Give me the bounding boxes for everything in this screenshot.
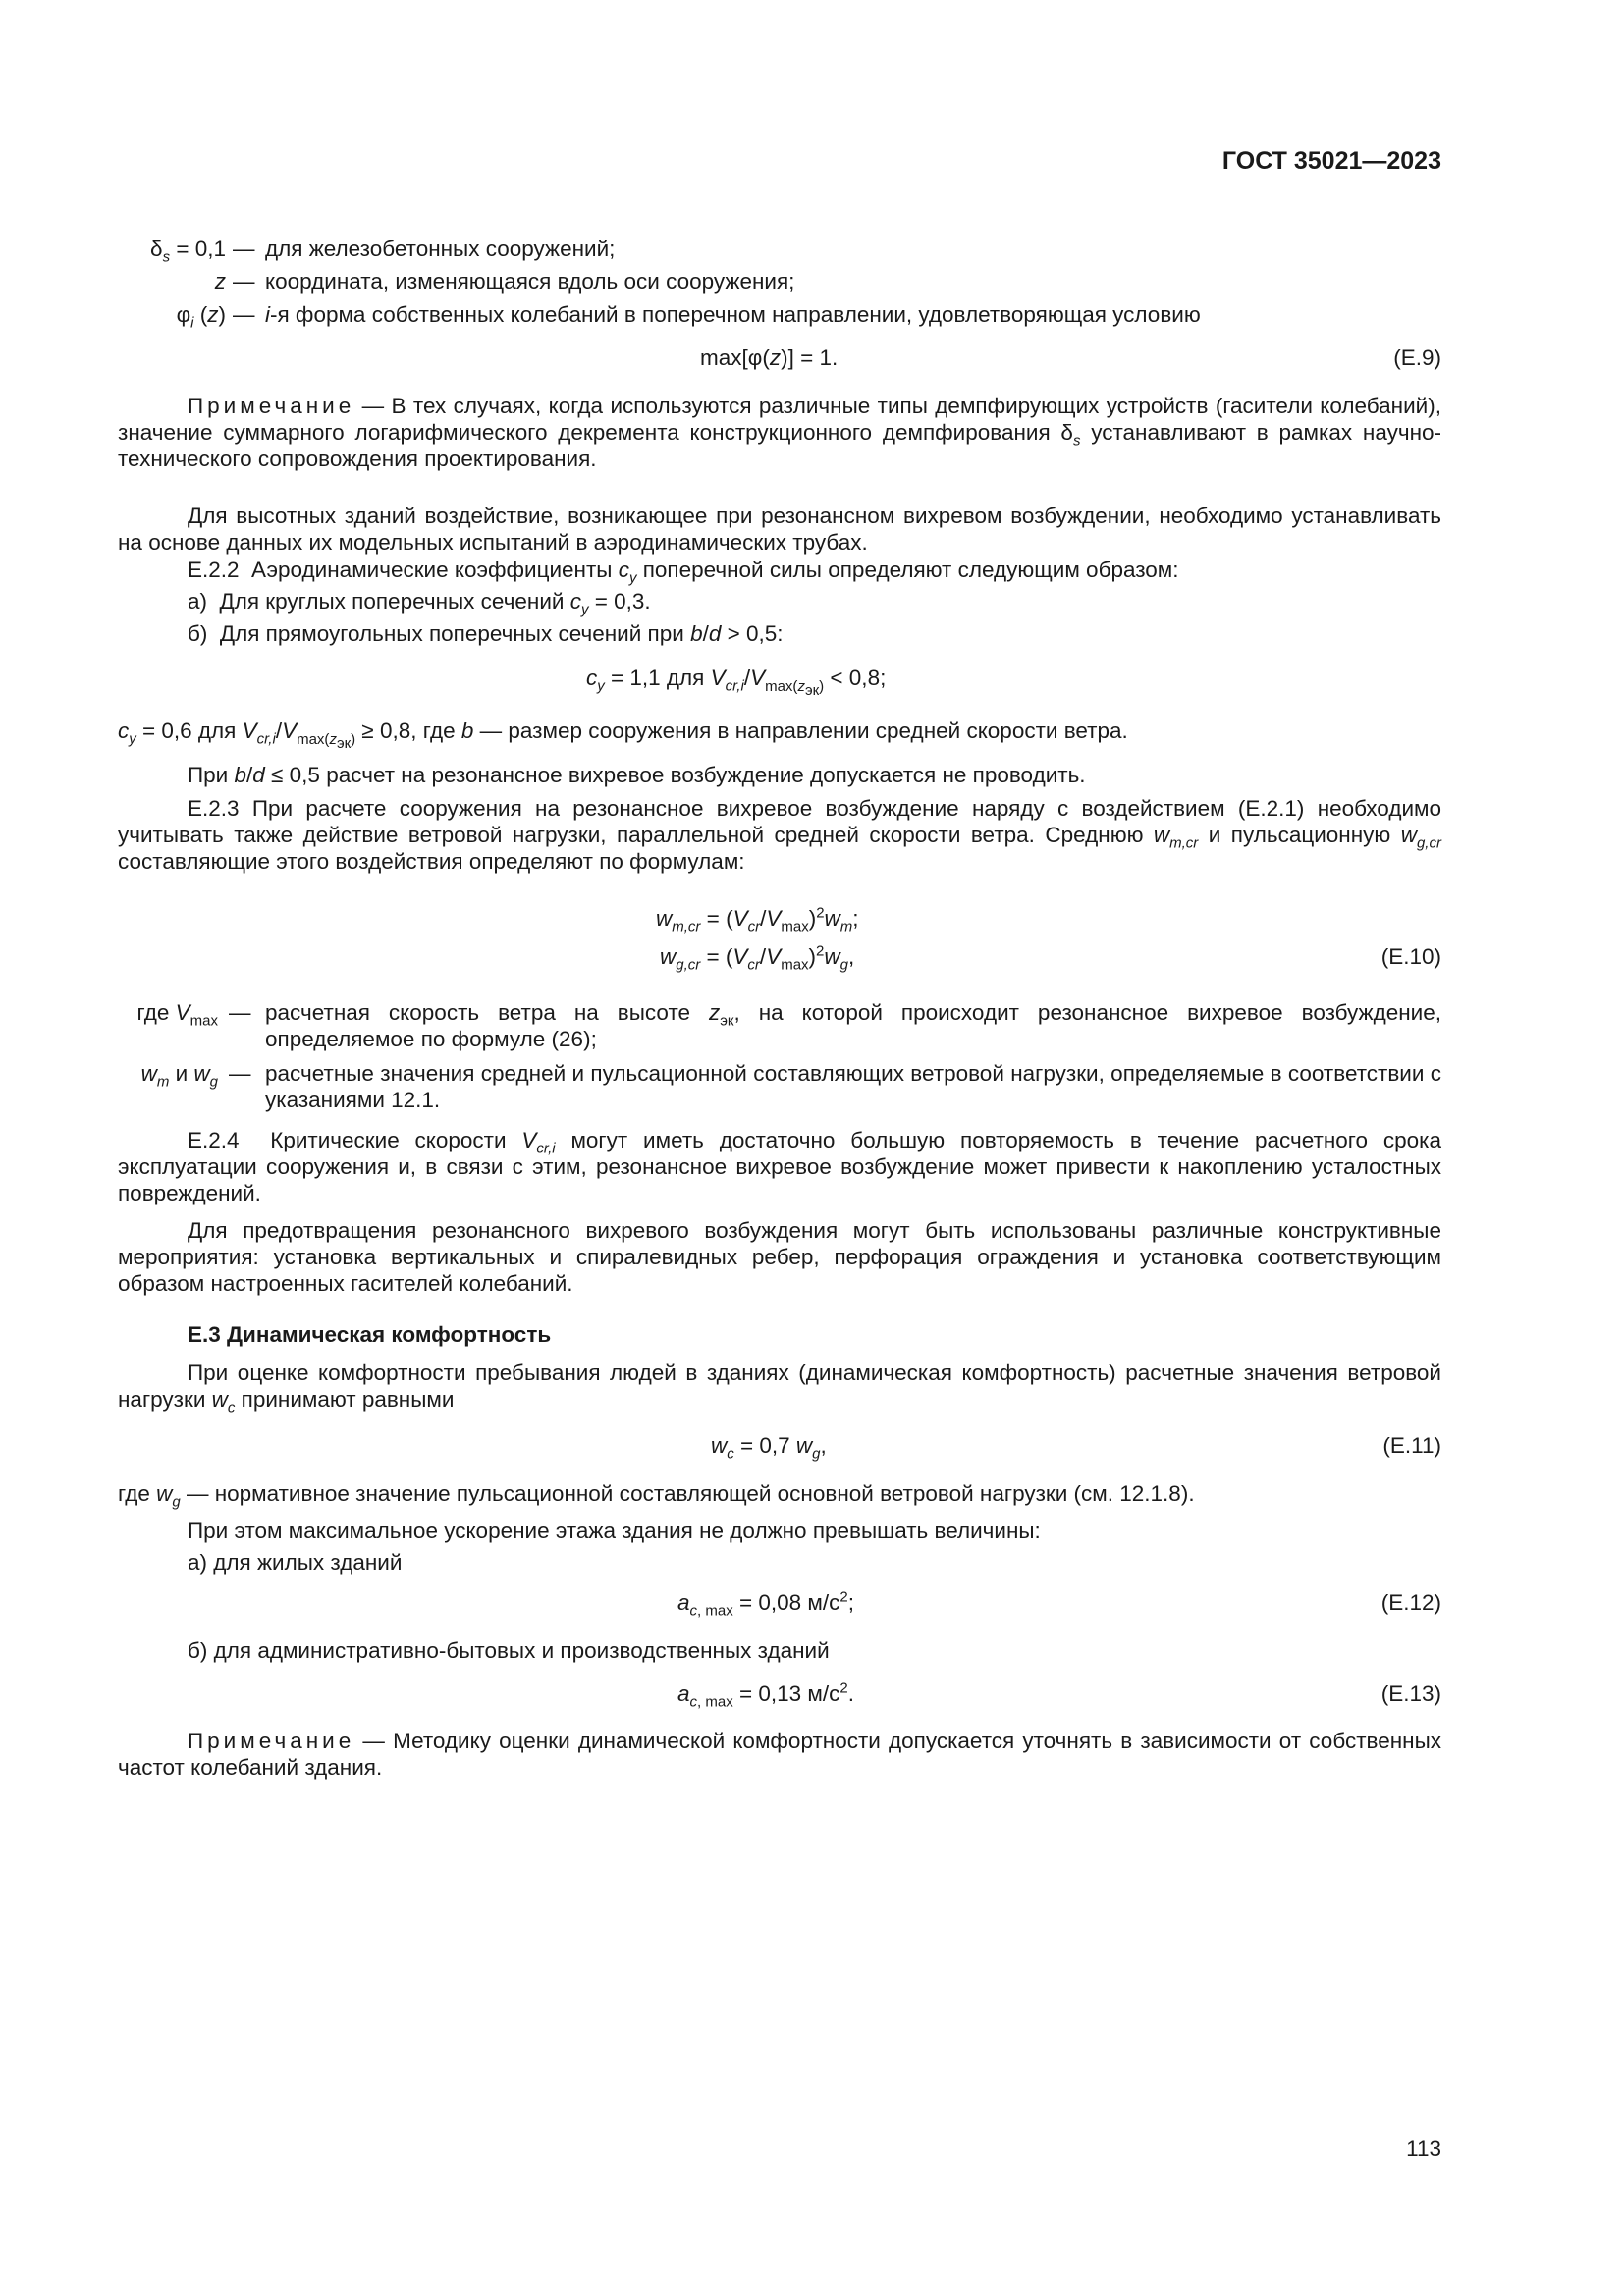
def-text: координата, изменяющаяся вдоль оси сооружения; — [265, 269, 795, 294]
def-row-z — [0, 268, 1624, 297]
paragraph-bd: При b/d ≤ 0,5 расчет на резонансное вихревое возбуждение допускается не проводить. — [188, 763, 1086, 787]
formula-cy2: $c_y = 0,6$ для $V_{cr,i}/V_{max(z_{эк})} \ge 0,8$, где b — размер сооружения в направлении средней скорости ветра. — [118, 719, 1128, 752]
def-dash: — — [229, 1000, 251, 1025]
formula-cy1: $c_y = 1,1$ для $V_{cr,i}/V_{max(z_{эк})} < 0,8$; — [586, 666, 887, 699]
def-row-wm-wg — [0, 1060, 1624, 1119]
def-dash: — — [229, 1061, 251, 1086]
formula-number: (Е.12) — [1380, 1590, 1441, 1615]
item-b-administrative: б) для административно-бытовых и производственных зданий — [188, 1638, 830, 1663]
formula-number: (Е.11) — [1382, 1433, 1441, 1458]
formula-e12: $a_{c, max} = 0,08$ $м/с^2$; — [677, 1588, 854, 1620]
formula-e10a: $w_{m,cr} = (V_{cr}/V_{max})^2w_m$; — [656, 904, 859, 935]
def-label: $\delta_s = 0,1$ — [150, 237, 226, 266]
paragraph-e3: При оценке комфортности пребывания людей в зданиях (динамическая комфортность) расчетные значения ветровой нагрузки $w_c$ принимают равными — [118, 1361, 1441, 1416]
formula-number: (Е.9) — [1393, 346, 1441, 370]
formula-e11: $w_c = 0,7$ $w_g$, — [711, 1433, 827, 1463]
def-label: $\varphi_i$ (z) — [176, 302, 226, 332]
def-dash: — — [233, 269, 255, 294]
note-paragraph: Примечание — В тех случаях, когда используются различные типы демпфирующих устройств (гасители колебаний), значение суммарного логарифмического декремента конструкционного демпфирования $\delta_s$ устанавливают в рамках научно-технического сопровождения проектирования. — [118, 394, 1441, 471]
note-label: Примечание — [188, 1729, 355, 1753]
item-a-residential: а) для жилых зданий — [188, 1550, 403, 1575]
where-wg: где $w_g$ — нормативное значение пульсационной составляющей основной ветровой нагрузки (см. 12.1.8). — [118, 1481, 1195, 1511]
formula-e13: $a_{c, max} = 0,13$ $м/с^2$. — [677, 1680, 854, 1711]
note-label: Примечание — [188, 394, 355, 418]
def-row-vmax — [0, 999, 1624, 1058]
def-label: где $V_{max}$ — [136, 1000, 218, 1030]
def-label: z — [214, 269, 226, 294]
note-text: — Методику оценки динамической комфортности допускается уточнять в зависимости от собственных частот колебаний здания. — [118, 1729, 1441, 1780]
section-e23: Е.2.3 При расчете сооружения на резонансное вихревое возбуждение наряду с воздействием (Е.2.1) необходимо учитывать также действие ветровой нагрузки, параллельной средней скорости ветра. Среднюю $w_{m,cr}$ и пульсационную $w_{g,cr}$ составляющие этого воздействия определяют по формулам: — [118, 796, 1441, 874]
item-a-round: а) Для круглых поперечных сечений $c_y = 0,3$. — [188, 589, 651, 618]
def-text: расчетные значения средней и пульсационной составляющих ветровой нагрузки, определяемые в соответствии с указаниями 12.1. — [265, 1061, 1441, 1112]
def-row-deltas — [0, 236, 1624, 265]
item-b-rect: б) Для прямоугольных поперечных сечений при b/d > 0,5: — [188, 621, 784, 646]
def-label: $w_m$ и $w_g$ — [140, 1061, 218, 1091]
note-paragraph-2 — [118, 1728, 1441, 1781]
document-header: ГОСТ 35021—2023 — [1221, 147, 1441, 175]
section-e3-title: Е.3 Динамическая комфортность — [188, 1322, 552, 1347]
formula-e9: max[φ(z)] = 1. — [700, 346, 839, 370]
section-e24: Е.2.4 Критические скорости $V_{cr,i}$ могут иметь достаточно большую повторяемость в течение расчетного срока эксплуатации сооружения и, в связи с этим, резонансное вихревое возбуждение может привести к накоплению усталостных повреждений. — [118, 1128, 1441, 1205]
def-text: для железобетонных сооружений; — [265, 237, 616, 261]
formula-e10b: $w_{g,cr} = (V_{cr}/V_{max})^2w_g$, — [660, 942, 855, 974]
section-e22: Е.2.2 Аэродинамические коэффициенты $c_y$ поперечной силы определяют следующим образом: — [188, 558, 1179, 587]
def-dash: — — [233, 302, 255, 327]
formula-number: (Е.10) — [1380, 944, 1441, 969]
paragraph-prevention: Для предотвращения резонансного вихревого возбуждения могут быть использованы различные конструктивные мероприятия: установка вертикальных и спиралевидных ребер, перфорация ограждения и установка соответствующим образом настроенных гасителей колебаний. — [118, 1218, 1441, 1296]
paragraph-high-rise: Для высотных зданий воздействие, возникающее при резонансном вихревом возбуждении, необходимо устанавливать на основе данных их модельных испытаний в аэродинамических трубах. — [118, 504, 1441, 555]
def-text: i-я форма собственных колебаний в поперечном направлении, удовлетворяющая условию — [265, 302, 1201, 327]
page-number: 113 — [1406, 2136, 1441, 2161]
def-text: расчетная скорость ветра на высоте $z_{эк}$, на которой происходит резонансное вихревое возбуждение, определяемое по формуле (26); — [265, 1000, 1441, 1051]
def-dash: — — [233, 237, 255, 261]
paragraph-acceleration: При этом максимальное ускорение этажа здания не должно превышать величины: — [188, 1519, 1041, 1543]
formula-number: (Е.13) — [1380, 1682, 1441, 1706]
def-row-phi — [0, 301, 1624, 331]
